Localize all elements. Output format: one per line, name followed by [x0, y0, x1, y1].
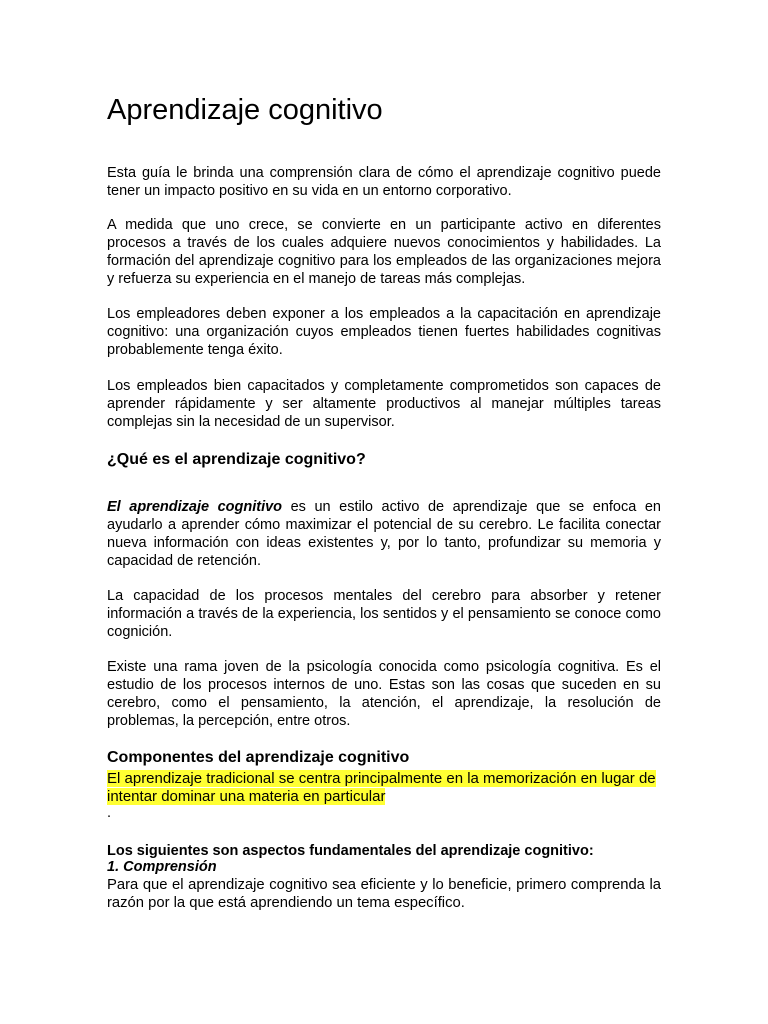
definition-lead: El aprendizaje cognitivo [107, 499, 283, 515]
highlighted-paragraph [107, 770, 661, 806]
intro-paragraph-3: Los empleadores deben exponer a los empleados a la capacitación en aprendizaje cognitivo: una organización cuyos empleados tienen fuertes habilidades cognitivas probablemente tenga éxito. [107, 306, 661, 358]
intro-paragraph-1: Esta guía le brinda una comprensión clara de cómo el aprendizaje cognitivo puede tener un impacto positivo en su vida en un entorno corporativo. [107, 165, 661, 199]
psychology-paragraph: Existe una rama joven de la psicología conocida como psicología cognitiva. Es el estudio de los procesos internos de uno. Estas son las cosas que suceden en su cerebro, como el pensamiento, la atención, el aprendizaje, la resolución de problemas, la percepción, entre otros. [107, 659, 661, 729]
page-title: Aprendizaje cognitivo [107, 94, 383, 126]
section-heading-what-is: ¿Qué es el aprendizaje cognitivo? [107, 451, 366, 468]
definition-rest: es un estilo activo de aprendizaje que se enfoca en ayudarlo a aprender cómo maximizar el potencial de su cerebro. Le facilita conectar nueva información con ideas existentes y, por lo tanto, profundizar su memoria y capacidad de retención. [107, 499, 661, 569]
stray-dot: . [107, 805, 112, 821]
item-1-title: 1. Comprensión [107, 859, 217, 875]
aspects-heading: Los siguientes son aspectos fundamentales del aprendizaje cognitivo: [107, 843, 594, 859]
cognition-paragraph: La capacidad de los procesos mentales del cerebro para absorber y retener información a través de la experiencia, los sentidos y el pensamiento se conoce como cognición. [107, 588, 661, 640]
section-heading-components: Componentes del aprendizaje cognitivo [107, 749, 410, 766]
intro-paragraph-2: A medida que uno crece, se convierte en un participante activo en diferentes procesos a través de los cuales adquiere nuevos conocimientos y habilidades. La formación del aprendizaje cognitivo para los empleados de las organizaciones mejora y refuerza su experiencia en el manejo de tareas más complejas. [107, 217, 661, 287]
intro-paragraph-4: Los empleados bien capacitados y completamente comprometidos son capaces de aprender rápidamente y ser altamente productivos al manejar múltiples tareas complejas sin la necesidad de un supervisor. [107, 378, 661, 430]
highlighted-text: El aprendizaje tradicional se centra principalmente en la memorización en lugar de intentar dominar una materia en particular [107, 770, 656, 805]
definition-paragraph [107, 498, 661, 570]
item-1-text: Para que el aprendizaje cognitivo sea eficiente y lo beneficie, primero comprenda la razón por la que está aprendiendo un tema específico. [107, 877, 661, 911]
